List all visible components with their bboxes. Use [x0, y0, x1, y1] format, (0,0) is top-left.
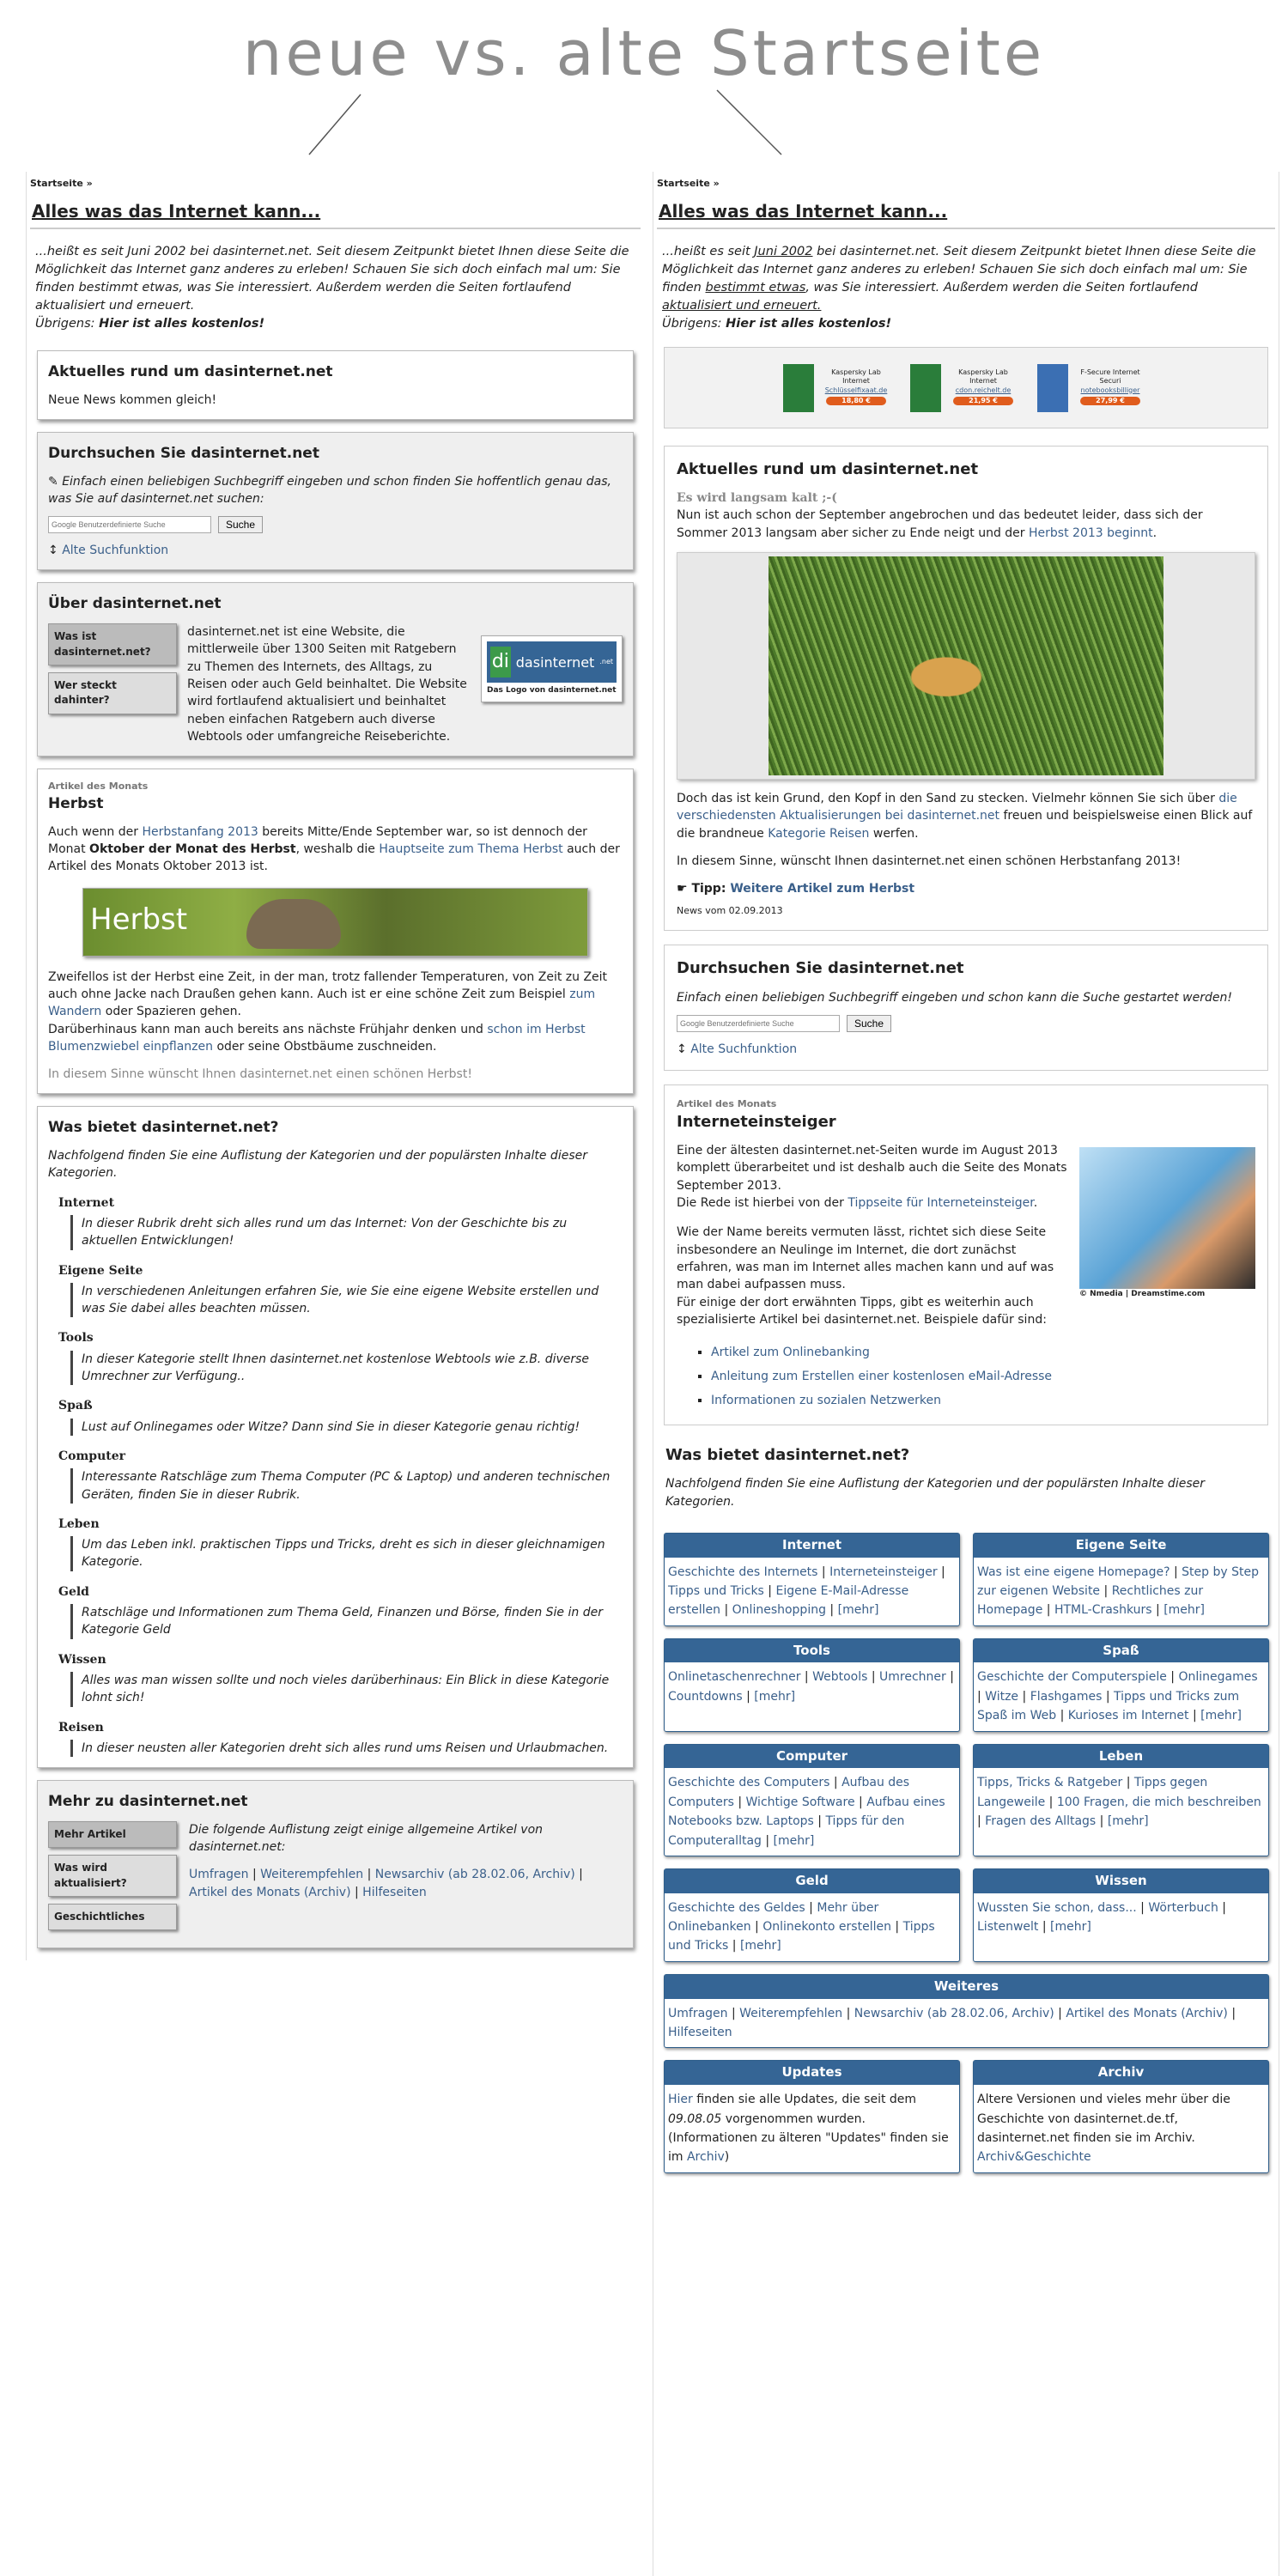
cat-name[interactable]: Geld: [58, 1584, 89, 1599]
category-tiles: [664, 1533, 1268, 2173]
link-aktualisierungen[interactable]: die verschiedensten Aktualisierungen bei dasinternet.net: [677, 792, 1237, 823]
search-button[interactable]: Suche: [847, 1015, 891, 1032]
comparison-title: neue vs. alte Startseite: [242, 17, 1046, 89]
cat-desc: Ratschläge und Informationen zum Thema Geld, Finanzen und Börse, finden Sie in der Kategorie Geld: [70, 1604, 623, 1639]
cat-name[interactable]: Tools: [58, 1331, 94, 1346]
new-startpage: [26, 172, 644, 1960]
cat-name[interactable]: Internet: [58, 1195, 115, 1210]
aotm-label: Artikel des Monats: [677, 1098, 777, 1110]
product-box-icon: [783, 364, 814, 412]
child-laptop-photo: [1079, 1147, 1255, 1289]
more-text: Die folgende Auflistung zeigt einige allgemeine Artikel von dasinternet.net:: [189, 1822, 544, 1855]
link-blumenzwiebel[interactable]: schon im Herbst Blumenzwiebel einpflanzen: [48, 1022, 586, 1054]
product-box-icon: [910, 364, 941, 412]
link-herbst-2013[interactable]: Herbst 2013 beginnt: [1029, 526, 1153, 540]
intro-text: ...heißt es seit Juni 2002 bei dasinternet.net. Seit diesem Zeitpunkt bietet Ihnen diese Seite die Möglichkeit das Internet ganz anderes zu erleben! Schauen Sie sich doch einfach mal um: Sie finden bestimmt etwas, was Sie interessiert. Außerdem werden die Seiten fortlaufend aktualisiert und erneuert. Übrigens: Hier ist alles kostenlos!: [662, 244, 1256, 331]
tile-eigene-seite: Eigene Seite Was ist eine eigene Homepage? | Step by Step zur eigenen Website | Rechtliches zur Homepage | HTML-Crashkurs | [mehr]: [973, 1533, 1269, 1626]
list-item[interactable]: ▪ Anleitung zum Erstellen einer kostenlosen eMail-Adresse: [711, 1364, 1255, 1388]
cat-name[interactable]: Computer: [58, 1449, 126, 1463]
tab-updates[interactable]: Was wird aktualisiert?: [48, 1855, 177, 1897]
cat-desc: In verschiedenen Anleitungen erfahren Sie, wie Sie eine eigene Website erstellen und was Sie dabei alles beachten müssen.: [70, 1283, 623, 1318]
ad-item[interactable]: Kaspersky Lab Internet Schlüsselfixaat.de 18,80 €: [783, 364, 895, 412]
cat-desc: In dieser neusten aller Kategorien dreht sich alles rund ums Reisen und Urlaubmachen.: [70, 1740, 623, 1757]
cat-desc: In dieser Kategorie stellt Ihnen dasinternet.net kostenlose Webtools wie z.B. diverse Umrechner zur Verfügung..: [70, 1351, 623, 1386]
cat-desc: Um das Leben inkl. praktischen Tipps und Tricks, dreht es sich in dieser gleichnamigen Kategorie.: [70, 1536, 623, 1571]
arrows-icon: ↕: [48, 544, 63, 558]
link-hauptseite-herbst[interactable]: Hauptseite zum Thema Herbst: [379, 842, 563, 857]
offer-intro: Nachfolgend finden Sie eine Auflistung der Kategorien und der populärsten Inhalte dieser Kategorien.: [48, 1149, 587, 1181]
more-links: Umfragen | Weiterempfehlen | Newsarchiv (ab 28.02.06, Archiv) | Artikel des Monats (Archiv) | Hilfeseiten: [189, 1868, 583, 1899]
list-item[interactable]: ▪ Informationen zu sozialen Netzwerken: [711, 1388, 1255, 1413]
ad-item[interactable]: Kaspersky Lab Internet cdon.reichelt.de 21,95 €: [910, 364, 1022, 412]
tile-archiv: Archiv Altere Versionen und vieles mehr über die Geschichte von dasinternet.de.tf, dasinternet.net finden sie im Archiv. Archiv&Geschichte: [973, 2060, 1269, 2172]
tab-more-articles[interactable]: Mehr Artikel: [48, 1821, 177, 1848]
herbst-banner: Herbst: [82, 888, 588, 957]
article-of-month-box: Artikel des Monats Herbst Auch wenn der Herbstanfang 2013 bereits Mitte/Ende September war, so ist dennoch der Monat Oktober der Monat des Herbst, weshalb die Hauptseite zum Thema Herbst auch der Artikel des Monats Oktober 2013 ist. Herbst Zweifellos ist der Herbst eine Zeit, in der man, trotz fallender Temperaturen, von Zeit zu Zeit auch ohne Jacke nach Draußen gehen kann. Auch ist er eine schöne Zeit zum Beispiel zum Wandern oder Spazieren gehen. Darüberhinaus kann man auch bereits ans nächste Frühjahr denken und schon im Herbst Blumenzwiebel einpflanzen oder seine Obstbäume zuschneiden. In diesem Sinne wünscht Ihnen dasinternet.net einen schönen Herbst!: [37, 769, 634, 1094]
tab-what-is[interactable]: Was ist dasinternet.net?: [48, 623, 177, 665]
link-hilfeseiten[interactable]: Hilfeseiten: [362, 1885, 427, 1899]
aotm-p1: Eine der ältesten dasinternet.net-Seiten wurde im August 2013 komplett überarbeitet und ist deshalb auch die Seite des Monats September 2013.: [677, 1144, 1067, 1193]
news-date: News vom 02.09.2013: [677, 905, 783, 917]
tile-computer: Computer Geschichte des Computers | Aufbau des Computers | Wichtige Software | Aufbau eines Notebooks bzw. Laptops | Tipps für den Computeralltag | [mehr]: [664, 1744, 960, 1856]
cat-desc: Alles was man wissen sollte und noch vieles darüberhinaus: Ein Blick in diese Kategorie lohnt sich!: [70, 1672, 623, 1707]
search-box: [37, 432, 634, 571]
breadcrumb[interactable]: Startseite »: [657, 178, 720, 189]
news-closing: In diesem Sinne, wünscht Ihnen dasinternet.net einen schönen Herbstanfang 2013!: [677, 854, 1182, 868]
search-desc: ✎ Einfach einen beliebigen Suchbegriff eingeben und schon finden Sie hoffentlich genau das, was Sie auf dasinternet.net suchen:: [48, 474, 611, 506]
tile-wissen: Wissen Wussten Sie schon, dass... | Wörterbuch | Listenwelt | [mehr]: [973, 1868, 1269, 1962]
page-title: Alles was das Internet kann...: [30, 196, 641, 229]
link-newsarchiv[interactable]: Newsarchiv (ab 28.02.06, Archiv): [374, 1868, 575, 1882]
search-title: Durchsuchen Sie dasinternet.net: [48, 444, 319, 462]
offer-title: Was bietet dasinternet.net?: [665, 1446, 910, 1465]
about-title: Über dasinternet.net: [48, 595, 222, 613]
about-text: dasinternet.net ist eine Website, die mittlerweile über 1300 Seiten mit Ratgebern zu Themen des Internets, des Alltags, zu Reisen oder auch Geld beinhaltet. Die Website wird fortlaufend aktualisiert und beinhaltet neben einfachen Ratgebern auch diverse Webtools oder umfangreiche Reiseberichte.: [187, 625, 467, 744]
offer-intro: Nachfolgend finden Sie eine Auflistung der Kategorien und der populärsten Inhalte dieser Kategorien.: [665, 1477, 1205, 1509]
logo-caption: Das Logo von dasinternet.net: [487, 686, 617, 696]
search-input[interactable]: [677, 1015, 840, 1032]
link-wandern[interactable]: zum Wandern: [48, 987, 596, 1019]
page-title: Alles was das Internet kann...: [657, 196, 1275, 229]
more-box: [37, 1780, 634, 1948]
tile-internet: Internet Geschichte des Internets | Interneteinsteiger | Tipps und Tricks | Eigene E-Mail-Adresse erstellen | Onlineshopping | [mehr]: [664, 1533, 960, 1626]
tile-spass: Spaß Geschichte der Computerspiele | Onlinegames | Witze | Flashgames | Tipps und Tricks zum Spaß im Web | Kurioses im Internet | [mehr]: [973, 1638, 1269, 1732]
tab-who-is-behind[interactable]: Wer steckt dahinter?: [48, 672, 177, 714]
arrows-icon: ↕: [677, 1042, 691, 1056]
product-box-icon: [1037, 364, 1068, 412]
tab-history[interactable]: Geschichtliches: [48, 1904, 177, 1930]
article-of-month-box: Artikel des Monats Interneteinsteiger © Nmedia | Dreamstime.com Eine der ältesten dasinternet.net-Seiten wurde im August 2013 komplett überarbeitet und ist deshalb auch die Seite des Monats September 2013. Die Rede ist hierbei von der Tippseite für Interneteinsteiger. Wie der Name bereits vermuten lässt, richtet sich diese Seite insbesondere an Neulinge im Internet, die dort zunächst erfahren, was man im Internet alles machen kann und auf was man dabei aufpassen muss. Für einige der dort erwähnten Tipps, gibt es weiterhin auch spezialisierte Artikel bei dasinternet.net. Beispiele dafür sind: ▪ Artikel zum Onlinebanking ▪ Anleitung zum Erstellen einer kostenlosen eMail-Adresse ▪ Informationen zu sozialen Netzwerken: [664, 1084, 1268, 1425]
logo-card: [481, 635, 623, 745]
tile-geld: Geld Geschichte des Geldes | Mehr über Onlinebanken | Onlinekonto erstellen | Tipps und Tricks | [mehr]: [664, 1868, 960, 1962]
cat-desc: In dieser Rubrik dreht sich alles rund um das Internet: Von der Geschichte bis zu aktuellen Entwicklungen!: [70, 1215, 623, 1250]
old-search-link[interactable]: Alte Suchfunktion: [62, 544, 169, 558]
ad-banner[interactable]: [664, 347, 1268, 428]
cat-name[interactable]: Reisen: [58, 1720, 104, 1735]
news-text: Neue News kommen gleich!: [48, 392, 217, 407]
old-search-link[interactable]: Alte Suchfunktion: [690, 1042, 798, 1056]
ad-item[interactable]: F-Secure Internet Securi notebooksbilliger 27,99 €: [1037, 364, 1149, 412]
offer-box: [37, 1106, 634, 1768]
cat-name[interactable]: Spaß: [58, 1399, 93, 1413]
cat-desc: Interessante Ratschläge zum Thema Computer (PC & Laptop) und anderen technischen Geräten, finden Sie in dieser Rubrik.: [70, 1468, 623, 1504]
tip-icon: ☛: [677, 882, 692, 896]
cat-desc: Lust auf Onlinegames oder Witze? Dann sind Sie in dieser Kategorie genau richtig!: [70, 1419, 623, 1436]
aotm-title: Herbst: [48, 795, 104, 813]
cat-name[interactable]: Leben: [58, 1516, 100, 1531]
search-desc: Einfach einen beliebigen Suchbegriff eingeben und schon kann die Suche gestartet werden!: [677, 990, 1232, 1005]
logo: di dasinternet .net: [487, 641, 617, 683]
hedgehog-image: [246, 899, 341, 949]
link-aotm-archiv[interactable]: Artikel des Monats (Archiv): [189, 1885, 351, 1899]
pointer-line-left: [301, 90, 369, 159]
tile-leben: Leben Tipps, Tricks & Ratgeber | Tipps gegen Langeweile | 100 Fragen, die mich beschreiben | Fragen des Alltags | [mehr]: [973, 1744, 1269, 1856]
link-weiterempfehlen[interactable]: Weiterempfehlen: [260, 1868, 364, 1882]
about-box: [37, 582, 634, 756]
tile-weiteres: Weiteres Umfragen | Weiterempfehlen | Newsarchiv (ab 28.02.06, Archiv) | Artikel des Monats (Archiv) | Hilfeseiten: [664, 1974, 1269, 2049]
leaf-on-grass-photo: [769, 556, 1163, 775]
pencil-icon: ✎: [48, 474, 63, 489]
link-herbstanfang[interactable]: Herbstanfang 2013: [142, 824, 258, 839]
intro-text: ...heißt es seit Juni 2002 bei dasinternet.net. Seit diesem Zeitpunkt bietet Ihnen diese Seite die Möglichkeit das Internet ganz anderes zu erleben! Schauen Sie sich doch einfach mal um: Sie finden bestimmt etwas, was Sie interessiert. Außerdem werden die Seiten fortlaufend aktualisiert und erneuert. Übrigens: Hier ist alles kostenlos!: [35, 244, 629, 331]
search-input[interactable]: [48, 516, 211, 533]
offer-title: Was bietet dasinternet.net?: [48, 1119, 279, 1137]
aotm-title: Interneteinsteiger: [677, 1113, 836, 1132]
link-kategorie-reisen[interactable]: Kategorie Reisen: [768, 826, 870, 841]
news-box: [37, 350, 634, 420]
cat-name[interactable]: Wissen: [58, 1652, 106, 1667]
tile-updates: Updates Hier finden sie alle Updates, die seit dem 09.08.05 vorgenommen wurden. (Informationen zu älteren "Updates" finden sie im Archiv): [664, 2060, 960, 2172]
search-button[interactable]: Suche: [218, 516, 263, 533]
aotm-p4: Für einige der dort erwähnten Tipps, gibt es weiterhin auch spezialisierte Artikel bei dasinternet.net. Beispiele dafür sind:: [677, 1295, 1047, 1327]
aotm-p3: Wie der Name bereits vermuten lässt, richtet sich diese Seite insbesondere an Neulinge im Internet, die dort zunächst erfahren, was man im Internet alles machen kann und auf was man dabei aufpassen muss.: [677, 1225, 1054, 1292]
link-umfragen[interactable]: Umfragen: [189, 1868, 249, 1882]
news-subtitle: Es wird langsam kalt ;-(: [677, 491, 837, 506]
aotm-image: © Nmedia | Dreamstime.com: [1079, 1147, 1255, 1300]
aotm-closing: In diesem Sinne wünscht Ihnen dasinternet.net einen schönen Herbst!: [48, 1067, 472, 1082]
search-box: [664, 945, 1268, 1071]
news-title: Aktuelles rund um dasinternet.net: [48, 363, 333, 381]
old-startpage: [653, 172, 1279, 2576]
cat-name[interactable]: Eigene Seite: [58, 1263, 143, 1278]
news-box: Aktuelles rund um dasinternet.net Es wird langsam kalt ;-( Nun ist auch schon der September angebrochen und das bedeutet leider, dass sich der Sommer 2013 langsam aber sicher zu Ende neigt und der Herbst 2013 beginnt. Doch das ist kein Grund, den Kopf in den Sand zu stecken. Vielmehr können Sie sich über die verschiedensten Aktualisierungen bei dasinternet.net freuen und beispielsweise einen Blick auf die brandneue Kategorie Reisen werfen. In diesem Sinne, wünscht Ihnen dasinternet.net einen schönen Herbstanfang 2013! ☛ Tipp: Weitere Artikel zum Herbst News vom 02.09.2013: [664, 446, 1268, 931]
breadcrumb[interactable]: Startseite »: [30, 178, 93, 189]
aotm-label: Artikel des Monats: [48, 781, 149, 793]
news-image: [677, 552, 1255, 780]
tile-tools: Tools Onlinetaschenrechner | Webtools | Umrechner | Countdowns | [mehr]: [664, 1638, 960, 1732]
more-title: Mehr zu dasinternet.net: [48, 1793, 248, 1811]
link-mehr-herbst[interactable]: Weitere Artikel zum Herbst: [730, 882, 915, 896]
search-title: Durchsuchen Sie dasinternet.net: [677, 959, 964, 978]
news-title: Aktuelles rund um dasinternet.net: [677, 460, 979, 479]
link-interneteinsteiger[interactable]: Tippseite für Interneteinsteiger: [848, 1196, 1034, 1211]
list-item[interactable]: ▪ Artikel zum Onlinebanking: [711, 1340, 1255, 1364]
pointer-line-right: [713, 86, 790, 159]
